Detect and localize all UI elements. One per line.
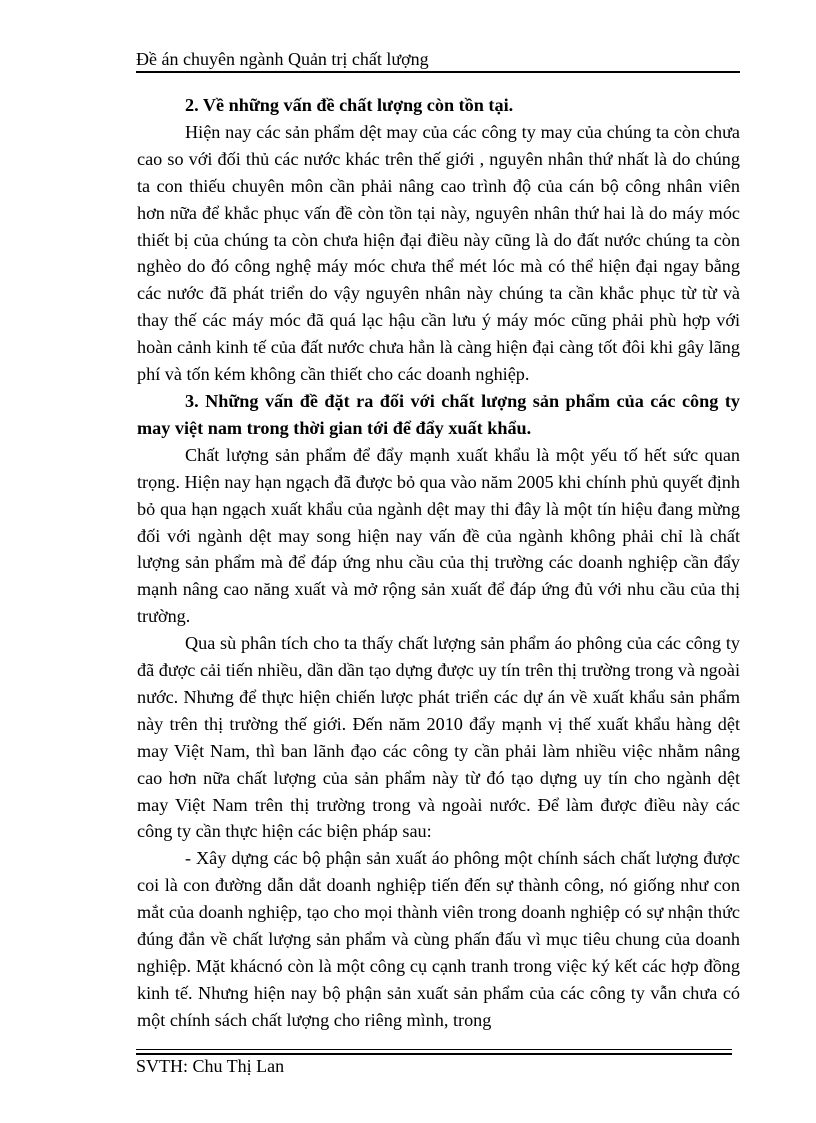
paragraph: Hiện nay các sản phẩm dệt may của các công ty may của chúng ta còn chưa cao so với đối thủ các nước khác trên thế giới , nguyên nhân thứ nhất là do chúng ta con thiếu chuyên môn cần phải nâng cao trình độ của cán bộ công nhân viên hơn nữa để khắc phục vấn đề còn tồn tại này, nguyên nhân thứ hai là do máy móc thiết bị của chúng ta còn chưa hiện đại điều này cũng là do đất nước chúng ta còn nghèo do đó công nghệ máy móc chưa thể mét lóc mà có thể hiện đại ngay bằng các nước đã phát triển do vậy nguyên nhân này chúng ta cần khắc phục từ từ và thay thế các máy móc đã quá lạc hậu cần lưu ý máy móc cũng phải phù hợp với hoàn cảnh kinh tế của đất nước chưa hẳn là càng hiện đại càng tốt đôi khi gây lãng phí và tốn kém không cần thiết cho các doanh nghiệp. <box>137 121 740 385</box>
document-body <box>137 92 740 1034</box>
header-divider <box>136 71 740 73</box>
page-header: Đề án chuyên ngành Quản trị chất lượng <box>136 49 429 69</box>
page-footer: SVTH: Chu Thị Lan <box>136 1056 285 1076</box>
footer-divider-thin <box>136 1049 732 1050</box>
paragraph: Chất lượng sản phẩm để đẩy mạnh xuất khẩu là một yếu tố hết sức quan trọng. Hiện nay hạn ngạch đã được bỏ qua vào năm 2005 khi chính phủ quyết định bỏ qua hạn ngạch xuất khẩu của ngành dệt may thi đây là một tín hiệu đang mừng đối với ngành dệt may song hiện nay vấn đề của ngành không phải chỉ là chất lượng sản phẩm mà để đáp ứng nhu cầu của thị trường các doanh nghiệp cần đẩy mạnh nâng cao năng xuất và mở rộng sản xuất để đáp ứng đủ với nhu cầu của thị trường. <box>137 444 740 627</box>
section-heading-2: 2. Về những vấn đề chất lượng còn tồn tại. <box>185 95 514 115</box>
paragraph: Qua sù phân tích cho ta thấy chất lượng sản phẩm áo phông của các công ty đã được cải tiến nhiều, dần dần tạo dựng được uy tín trên thị trường trong và ngoài nước. Nhưng để thực hiện chiến lược phát triển các dự án về xuất khẩu sản phẩm này trên thị trường thế giới. Đến năm 2010 đẩy mạnh vị thế xuất khẩu hàng dệt may Việt Nam, thì ban lãnh đạo các công ty cần phải làm nhiều việc nhằm nâng cao hơn nữa chất lượng của sản phẩm này từ đó tạo dựng uy tín cho ngành dệt may Việt Nam trên thị trường trong và ngoài nước. Để làm được điều này các công ty cần thực hiện các biện pháp sau: <box>137 633 740 842</box>
section-heading-3: 3. Những vấn đề đặt ra đối với chất lượng sản phẩm của các công ty may việt nam trong thời gian tới để đẩy xuất khẩu. <box>137 390 740 438</box>
paragraph: - Xây dựng các bộ phận sản xuất áo phông một chính sách chất lượng được coi là con đường dẫn dắt doanh nghiệp tiến đến sự thành công, nó giống như con mắt của doanh nghiệp, tạo cho mọi thành viên trong doanh nghiệp có sự nhận thức đúng đắn về chất lượng sản phẩm và cùng phấn đấu vì mục tiêu chung của doanh nghiệp. Mặt khácnó còn là một công cụ cạnh tranh trong việc ký kết các hợp đồng kinh tế. Nhưng hiện nay bộ phận sản xuất sản phẩm của các công ty vẫn chưa có một chính sách chất lượng cho riêng mình, trong <box>137 848 740 1030</box>
